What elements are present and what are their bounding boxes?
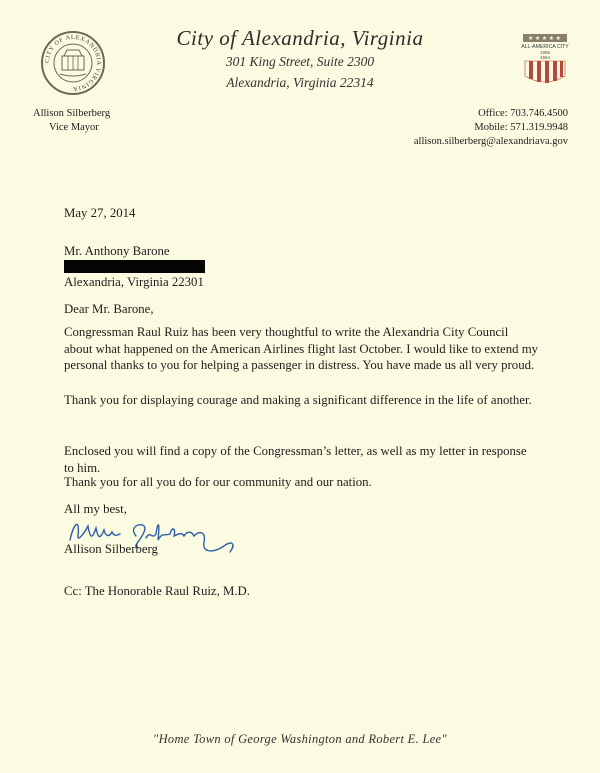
recipient-city: Alexandria, Virginia 22301	[64, 275, 204, 289]
svg-text:★ ★ ★ ★ ★: ★ ★ ★ ★ ★	[528, 36, 561, 42]
letterhead-address-line1: 301 King Street, Suite 2300	[225, 54, 375, 69]
signatory-name: Allison Silberberg	[64, 542, 158, 556]
redacted-address	[64, 260, 205, 273]
seal-text: CITY OF ALEXANDRIA VIRGINIA	[43, 33, 103, 93]
recipient-name: Mr. Anthony Barone	[64, 244, 170, 258]
mobile-phone: Mobile: 571.319.9948	[474, 122, 568, 133]
salutation: Dear Mr. Barone,	[64, 302, 154, 316]
all-america-city-flag	[520, 32, 570, 88]
flag-year-1: 1985	[539, 50, 551, 55]
paragraph-3: Enclosed you will find a copy of the Congressman’s letter, as well as my letter in response to him.	[64, 444, 527, 475]
contact-block	[414, 107, 568, 149]
flag-text: ALL-AMERICA CITY	[521, 44, 569, 50]
paragraph-2: Thank you for displaying courage and making a significant difference in the life of another.	[64, 393, 532, 407]
email-address: allison.silberberg@alexandriava.gov	[413, 136, 568, 147]
closing: All my best,	[64, 502, 127, 516]
footer-motto: "Home Town of George Washington and Robert E. Lee"	[153, 732, 447, 746]
office-phone: Office: 703.746.4500	[478, 108, 568, 119]
cc-line: Cc: The Honorable Raul Ruiz, M.D.	[64, 584, 250, 598]
paragraph-4: Thank you for all you do for our community and our nation.	[64, 475, 372, 489]
letter-date: May 27, 2014	[64, 206, 136, 220]
flag-year-2: 1964	[539, 55, 551, 60]
paragraph-1: Congressman Raul Ruiz has been very thoughtful to write the Alexandria City Council about what happened on the American Airlines flight last October. I would like to extend my personal thanks to you for helping a passenger in distress. You have made us all very proud.	[64, 325, 539, 372]
city-title: City of Alexandria, Virginia	[176, 26, 424, 50]
sender-title: Vice Mayor	[49, 122, 99, 133]
letterhead-address-line2: Alexandria, Virginia 22314	[226, 75, 374, 90]
sender-name: Allison Silberberg	[33, 108, 111, 119]
